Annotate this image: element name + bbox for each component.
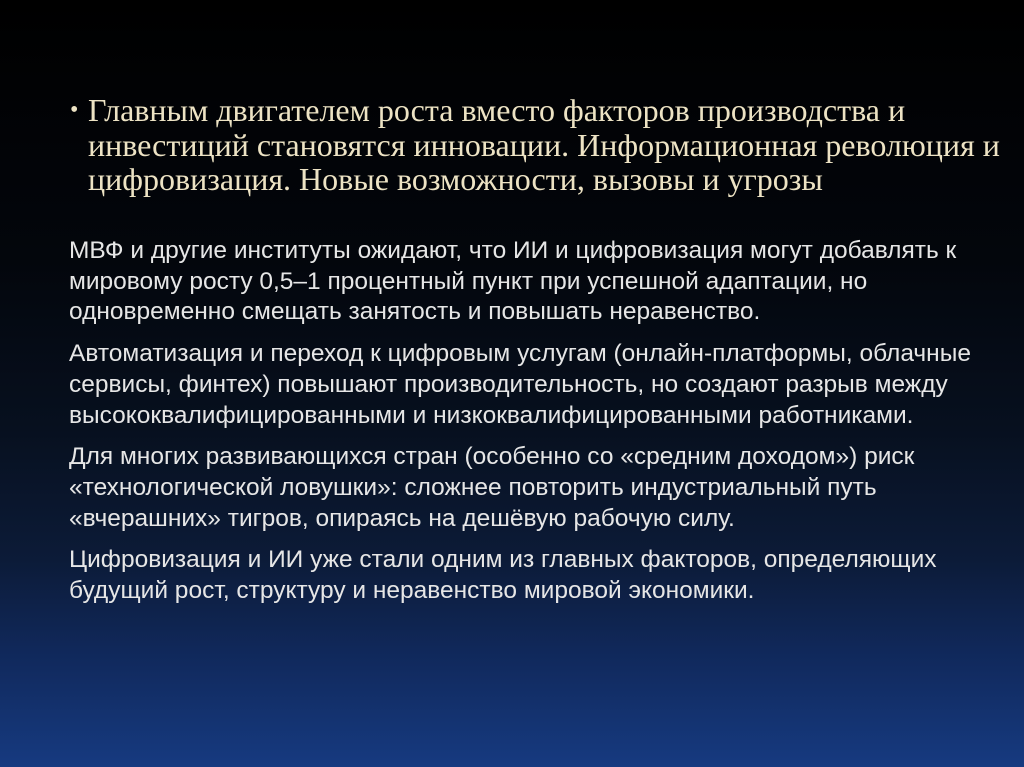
bullet-text: Главным двигателем роста вместо факторов производства и инвестиций становятся инновации. Информационная революция и цифровизация. Новые возможности, вызовы и угрозы bbox=[88, 92, 1000, 197]
bullet-marker: • bbox=[70, 97, 79, 123]
paragraph-automation: Автоматизация и переход к цифровым услугам (онлайн-платформы, облачные сервисы, финтех) повышают производительность, но создают разрыв между высококвалифицированными и низкоквалифицированными работниками. bbox=[69, 340, 971, 429]
paragraph-conclusion: Цифровизация и ИИ уже стали одним из главных факторов, определяющих будущий рост, структуру и неравенство мировой экономики. bbox=[69, 546, 937, 605]
paragraph-technology-trap: Для многих развивающихся стран (особенно со «средним доходом») риск «технологической ловушки»: сложнее повторить индустриальный путь «вчерашних» тигров, опираясь на дешёвую рабочую силу. bbox=[69, 443, 915, 532]
bullet-item bbox=[70, 93, 1000, 197]
body-paragraphs bbox=[69, 236, 999, 618]
paragraph-imf-forecast: МВФ и другие институты ожидают, что ИИ и цифровизация могут добавлять к мировому росту 0,5–1 процентный пункт при успешной адаптации, но одновременно смещать занятость и повышать неравенство. bbox=[69, 237, 957, 326]
